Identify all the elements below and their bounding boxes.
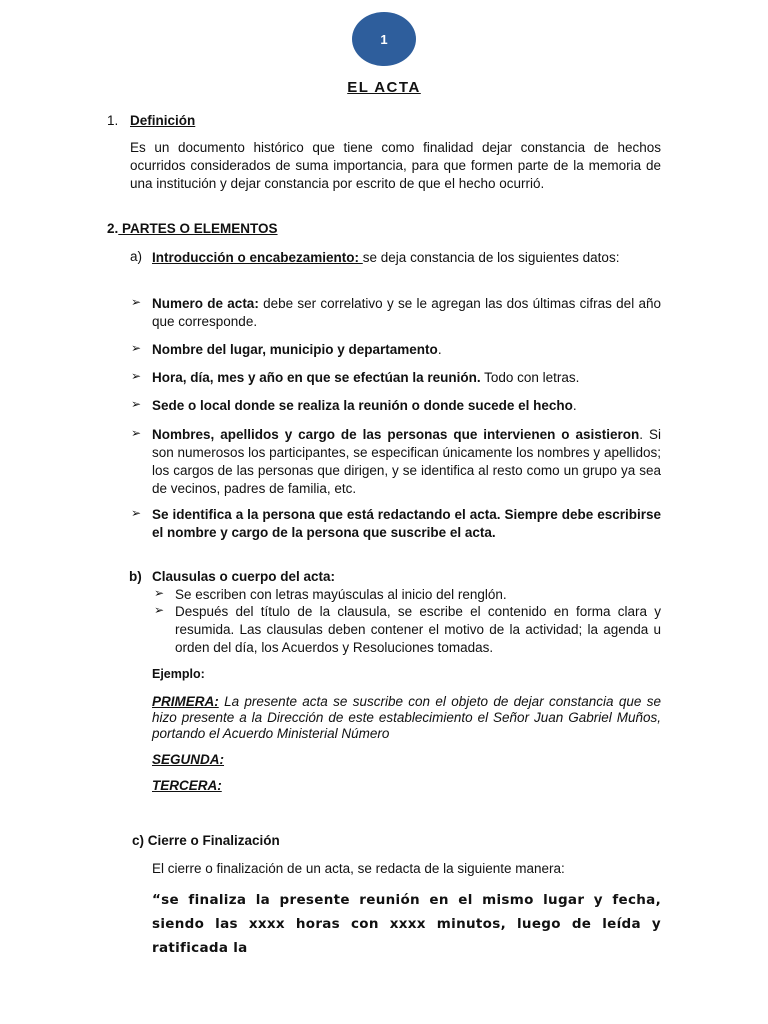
list-item bbox=[152, 341, 661, 359]
arrow-bullet-icon: ➢ bbox=[154, 603, 165, 617]
arrow-bullet-icon: ➢ bbox=[131, 397, 142, 411]
list-item-text: . bbox=[437, 342, 442, 357]
subsection-a-marker: a) bbox=[130, 249, 143, 264]
list-item-text: . Si son numerosos los participantes, se especifican únicamente los nombres y apellidos; los cargos de las personas que dirigen, y se identifica al resto como un grupo ya sea de vecinos, padres de familia, etc. bbox=[152, 427, 661, 496]
example-label: Ejemplo: bbox=[152, 667, 205, 681]
arrow-bullet-icon: ➢ bbox=[131, 426, 142, 440]
arrow-bullet-icon: ➢ bbox=[131, 369, 142, 383]
list-item-bold: Nombre del lugar, municipio y departamento bbox=[152, 342, 438, 357]
example-primera bbox=[152, 694, 661, 742]
subsection-a-heading: Introducción o encabezamiento: bbox=[152, 250, 363, 265]
subsection-b-heading: Clausulas o cuerpo del acta: bbox=[152, 569, 336, 584]
section-1-heading: Definición bbox=[130, 113, 196, 128]
list-item-bold: Numero de acta: bbox=[152, 296, 259, 311]
definition-paragraph: Es un documento histórico que tiene como finalidad dejar constancia de hechos ocurridos considerados de suma importancia, para que formen parte de la memoria de una institución y dejar constancia por escrito de que el hecho ocurrió. bbox=[130, 140, 661, 191]
subsection-b-marker: b) bbox=[129, 569, 142, 584]
section-1-number: 1. bbox=[107, 113, 119, 128]
arrow-bullet-icon: ➢ bbox=[131, 341, 142, 355]
segunda-label: SEGUNDA: bbox=[152, 752, 225, 767]
list-item bbox=[152, 295, 661, 331]
tercera-label: TERCERA: bbox=[152, 778, 222, 793]
list-item bbox=[152, 397, 661, 415]
section-2-heading bbox=[107, 221, 278, 236]
list-item-text: Todo con letras. bbox=[480, 370, 580, 385]
page-number-badge bbox=[352, 12, 416, 66]
list-item bbox=[152, 369, 661, 387]
list-item bbox=[152, 426, 661, 498]
page-title: EL ACTA bbox=[347, 79, 421, 96]
primera-text: La presente acta se suscribe con el objeto de dejar constancia que se hizo presente a la Dirección de este establecimiento el Señor Juan Gabriel Muños, portando el Acuerdo Ministerial Número bbox=[152, 694, 661, 741]
closing-quote: “se finaliza la presente reunión en el mismo lugar y fecha, siendo las xxxx horas con xxxx minutos, luego de leída y ratificada la bbox=[152, 892, 661, 956]
subsection-c-heading bbox=[132, 833, 280, 848]
list-item-bold: Hora, día, mes y año en que se efectúan la reunión. bbox=[152, 370, 481, 385]
subsection-c-text: El cierre o finalización de un acta, se redacta de la siguiente manera: bbox=[152, 861, 565, 876]
arrow-bullet-icon: ➢ bbox=[131, 506, 142, 520]
section-2-title: PARTES O ELEMENTOS bbox=[118, 221, 278, 236]
section-2-number: 2. bbox=[107, 221, 119, 236]
page-number: 1 bbox=[380, 31, 388, 47]
subsection-a-paragraph bbox=[152, 249, 661, 267]
list-item bbox=[152, 506, 661, 542]
list-item-bold: Se identifica a la persona que está redactando el acta. Siempre debe escribirse el nombre y cargo de la persona que suscribe el acta. bbox=[152, 507, 661, 540]
list-item-bold: Nombres, apellidos y cargo de las personas que intervienen o asistieron bbox=[152, 427, 640, 442]
list-item-text: . bbox=[572, 398, 577, 413]
subsection-a-text: se deja constancia de los siguientes datos: bbox=[362, 250, 620, 265]
subsection-c-marker: c) bbox=[132, 833, 145, 848]
primera-label: PRIMERA: bbox=[152, 694, 219, 709]
subsection-b-item: Después del título de la clausula, se escribe el contenido en forma clara y resumida. Las clausulas deben contener el motivo de la actividad; la agenda u orden del día, los Acuerdos y Resoluciones tomadas. bbox=[175, 604, 661, 655]
arrow-bullet-icon: ➢ bbox=[131, 295, 142, 309]
subsection-c-title: Cierre o Finalización bbox=[144, 833, 280, 848]
subsection-b-item: Se escriben con letras mayúsculas al inicio del renglón. bbox=[175, 587, 507, 602]
list-item-text: debe ser correlativo y se le agregan las dos últimas cifras del año que corresponde. bbox=[152, 296, 661, 329]
arrow-bullet-icon: ➢ bbox=[154, 586, 165, 600]
list-item-bold: Sede o local donde se realiza la reunión o donde sucede el hecho bbox=[152, 398, 573, 413]
